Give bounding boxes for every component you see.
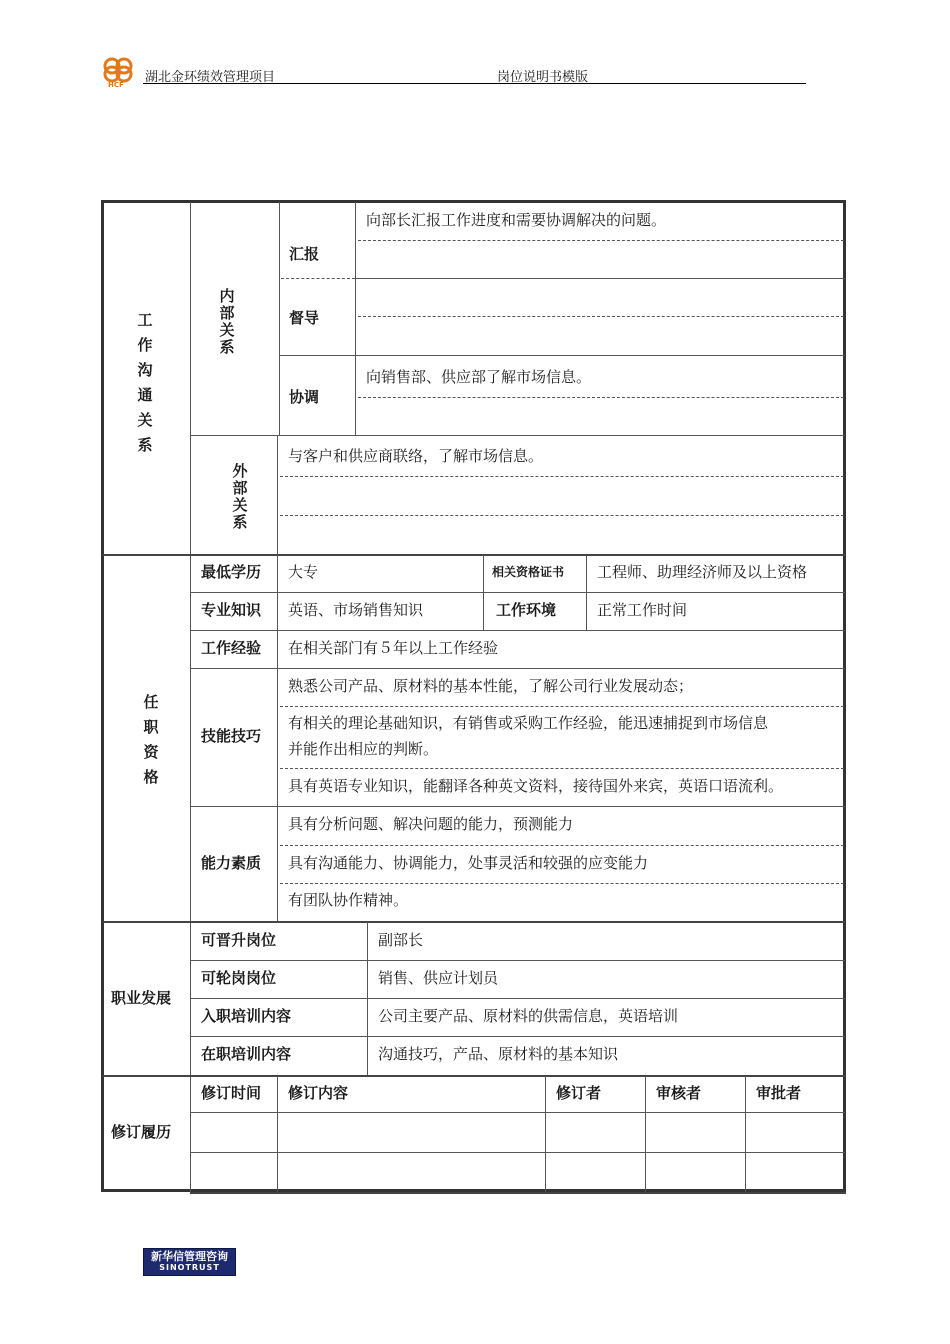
supervise-label: 督导 <box>289 309 320 327</box>
grid-line <box>190 592 845 593</box>
grid-line <box>279 355 845 356</box>
skills-label: 技能技巧 <box>201 727 262 745</box>
coordinate-text: 向销售部、供应部了解市场信息。 <box>366 368 592 386</box>
col-revision-time: 修订时间 <box>201 1084 262 1102</box>
grid-line <box>355 202 356 435</box>
edu-value: 大专 <box>288 563 319 581</box>
grid-line <box>645 1076 646 1194</box>
header-project-title: 湖北金环绩效管理项目 <box>145 70 276 85</box>
dash-line <box>280 706 844 707</box>
section-revision: 修订履历 <box>111 1123 172 1141</box>
grid-line <box>190 806 845 807</box>
section-communication: 工作沟通关系 <box>137 311 153 454</box>
grid-line <box>190 202 191 1192</box>
onboard-training-value: 公司主要产品、原材料的供需信息，英语培训 <box>378 1007 679 1025</box>
grid-line <box>190 668 845 669</box>
grid-line <box>277 555 278 922</box>
header-doc-type: 岗位说明书模版 <box>497 70 589 85</box>
cert-value: 工程师、助理经济师及以上资格 <box>597 563 808 581</box>
footer-brand-en: SINOTRUST <box>159 1263 220 1272</box>
knowledge-label: 专业知识 <box>201 601 262 619</box>
dash-line <box>280 515 844 516</box>
footer-brand-cn: 新华信管理咨询 <box>151 1250 228 1263</box>
env-label: 工作环境 <box>496 601 557 619</box>
grid-line <box>190 1152 845 1153</box>
logo-text: HCF <box>108 81 124 89</box>
col-approver: 审批者 <box>756 1084 802 1102</box>
grid-line <box>545 1076 546 1194</box>
section-divider <box>103 921 845 923</box>
ability-2: 具有沟通能力、协调能力，处事灵活和较强的应变能力 <box>288 854 649 872</box>
grid-line <box>190 630 845 631</box>
col-reviser: 修订者 <box>556 1084 602 1102</box>
skill-3: 具有英语专业知识，能翻译各种英文资料，接待国外来宾，英语口语流利。 <box>288 777 784 795</box>
knowledge-value: 英语、市场销售知识 <box>288 601 424 619</box>
edu-label: 最低学历 <box>201 563 262 581</box>
ability-3: 有团队协作精神。 <box>288 891 409 909</box>
dash-line <box>358 316 844 317</box>
col-auditor: 审核者 <box>656 1084 702 1102</box>
external-relation-label: 外部关系 <box>232 462 248 531</box>
grid-line <box>586 555 587 630</box>
section-career: 职业发展 <box>111 989 172 1007</box>
dash-line <box>358 397 844 398</box>
grid-line <box>367 922 368 1076</box>
coordinate-label: 协调 <box>289 388 320 406</box>
external-text: 与客户和供应商联络，了解市场信息。 <box>288 447 544 465</box>
grid-line <box>190 1112 845 1113</box>
exp-label: 工作经验 <box>201 639 262 657</box>
grid-line <box>277 435 278 555</box>
skill-2b: 并能作出相应的判断。 <box>288 740 439 758</box>
grid-line <box>281 278 355 279</box>
grid-line <box>190 960 845 961</box>
grid-line <box>277 1076 278 1194</box>
skill-2a: 有相关的理论基础知识，有销售或采购工作经验，能迅速捕捉到市场信息 <box>288 714 769 732</box>
inservice-training-value: 沟通技巧，产品、原材料的基本知识 <box>378 1045 619 1063</box>
grid-line <box>190 1036 845 1037</box>
grid-line <box>745 1076 746 1194</box>
env-value: 正常工作时间 <box>597 601 688 619</box>
skill-1: 熟悉公司产品、原材料的基本性能，了解公司行业发展动态； <box>288 677 694 695</box>
cert-label: 相关资格证书 <box>492 565 565 579</box>
dash-line <box>280 768 844 769</box>
grid-line <box>279 202 280 435</box>
grid-line <box>483 555 484 630</box>
company-logo <box>100 54 138 90</box>
grid-line <box>355 278 845 279</box>
internal-relation-label: 内部关系 <box>219 287 235 356</box>
onboard-training-label: 入职培训内容 <box>201 1007 292 1025</box>
footer-brand-logo <box>143 1248 236 1276</box>
section-divider <box>103 1075 845 1077</box>
ability-1: 具有分析问题、解决问题的能力，预测能力 <box>288 815 574 833</box>
rotate-value: 销售、供应计划员 <box>378 969 499 987</box>
report-text: 向部长汇报工作进度和需要协调解决的问题。 <box>366 211 667 229</box>
grid-line <box>190 998 845 999</box>
col-revision-content: 修订内容 <box>288 1084 349 1102</box>
dash-line <box>280 845 844 846</box>
section-qualification: 任职资格 <box>143 693 159 786</box>
table-bottom <box>190 1192 846 1194</box>
ability-label: 能力素质 <box>201 854 262 872</box>
promote-label: 可晋升岗位 <box>201 931 277 949</box>
dash-line <box>358 240 844 241</box>
rotate-label: 可轮岗岗位 <box>201 969 277 987</box>
header-rule <box>143 83 806 84</box>
inservice-training-label: 在职培训内容 <box>201 1045 292 1063</box>
grid-line <box>190 435 845 436</box>
dash-line <box>280 476 844 477</box>
promote-value: 副部长 <box>378 931 424 949</box>
dash-line <box>280 883 844 884</box>
report-label: 汇报 <box>289 245 320 263</box>
section-divider <box>103 554 845 556</box>
exp-value: 在相关部门有５年以上工作经验 <box>288 639 499 657</box>
